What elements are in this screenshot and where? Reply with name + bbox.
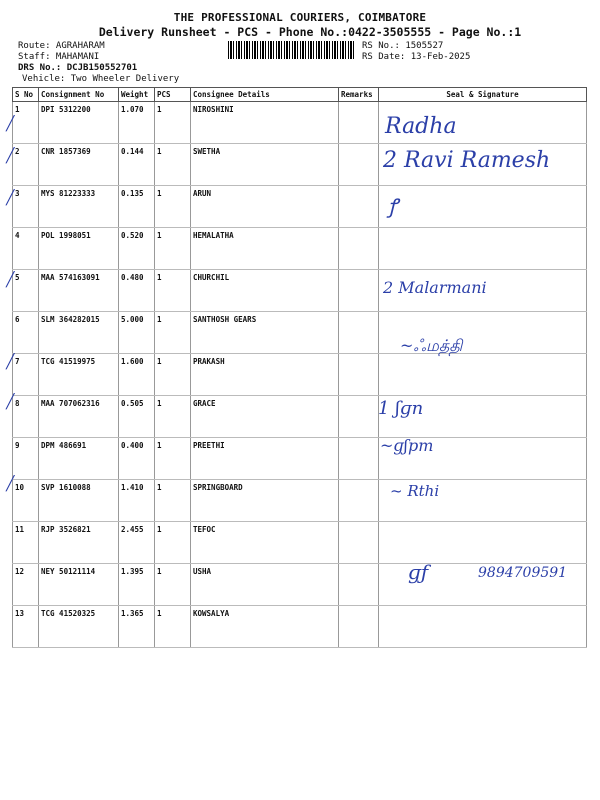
- row-signature: [379, 522, 587, 564]
- table-row: [13, 186, 587, 228]
- row-pcs: 1: [155, 480, 191, 522]
- row-consignment: SLM 364282015: [39, 312, 119, 354]
- row-sno: 4: [13, 228, 39, 270]
- row-consignment: NEY 50121114: [39, 564, 119, 606]
- table-row: [13, 312, 587, 354]
- row-signature: [379, 186, 587, 228]
- table-row: [13, 438, 587, 480]
- row-remarks: [339, 480, 379, 522]
- row-weight: 0.400: [119, 438, 155, 480]
- signature-row-3: ꝭ: [388, 194, 398, 218]
- row-consignee: USHA: [191, 564, 339, 606]
- row-consignment: CNR 1857369: [39, 144, 119, 186]
- table-row: [13, 396, 587, 438]
- row-consignee: NIROSHINI: [191, 102, 339, 144]
- table-row: [13, 522, 587, 564]
- col-signature: Seal & Signature: [379, 88, 587, 102]
- row-sno: 8: [13, 396, 39, 438]
- col-pcs: PCS: [155, 88, 191, 102]
- row-consignment: RJP 3526821: [39, 522, 119, 564]
- signature-row-5: 2 Malarmani: [383, 278, 487, 297]
- rs-number: RS No.: 1505527: [362, 41, 444, 51]
- table-row: [13, 606, 587, 648]
- signature-row-12: ɡƒ: [408, 560, 429, 584]
- row-weight: 0.505: [119, 396, 155, 438]
- row-pcs: 1: [155, 354, 191, 396]
- row-consignment: SVP 1610088: [39, 480, 119, 522]
- row-consignment: MAA 574163091: [39, 270, 119, 312]
- signature-row-9: ~ɡʃpm: [380, 436, 434, 455]
- table-row: [13, 228, 587, 270]
- row-pcs: 1: [155, 270, 191, 312]
- row-remarks: [339, 186, 379, 228]
- row-sno: 7: [13, 354, 39, 396]
- row-weight: 1.600: [119, 354, 155, 396]
- row-consignee: PREETHI: [191, 438, 339, 480]
- col-consignment: Consignment No: [39, 88, 119, 102]
- row-remarks: [339, 312, 379, 354]
- signature-row-2: 2 Ravi Ramesh: [383, 148, 551, 173]
- row-consignment: DPI 5312200: [39, 102, 119, 144]
- route-label: Route: AGRAHARAM: [18, 41, 105, 51]
- row-sno: 3: [13, 186, 39, 228]
- signature-row-12-phone: 9894709591: [478, 565, 568, 581]
- tick-mark-icon: ╱: [6, 394, 15, 410]
- table-row: [13, 480, 587, 522]
- table-header-row: [13, 88, 587, 102]
- signature-row-10: ~ Rthi: [390, 482, 440, 500]
- row-consignee: ARUN: [191, 186, 339, 228]
- row-signature: [379, 606, 587, 648]
- row-consignee: PRAKASH: [191, 354, 339, 396]
- row-sno: 10: [13, 480, 39, 522]
- row-remarks: [339, 228, 379, 270]
- table-row: [13, 270, 587, 312]
- row-consignee: KOWSALYA: [191, 606, 339, 648]
- col-sno: S No: [13, 88, 39, 102]
- tick-mark-icon: ╱: [6, 190, 15, 206]
- row-remarks: [339, 522, 379, 564]
- row-sno: 5: [13, 270, 39, 312]
- row-pcs: 1: [155, 438, 191, 480]
- table-row: [13, 102, 587, 144]
- row-pcs: 1: [155, 144, 191, 186]
- row-pcs: 1: [155, 228, 191, 270]
- vehicle-label: Vehicle: Two Wheeler Delivery: [22, 74, 180, 84]
- row-weight: 1.070: [119, 102, 155, 144]
- rs-date: RS Date: 13-Feb-2025: [362, 52, 471, 62]
- row-sno: 13: [13, 606, 39, 648]
- row-sno: 2: [13, 144, 39, 186]
- row-sno: 11: [13, 522, 39, 564]
- row-pcs: 1: [155, 522, 191, 564]
- row-weight: 5.000: [119, 312, 155, 354]
- staff-label: Staff: MAHAMANI: [18, 52, 100, 62]
- row-remarks: [339, 564, 379, 606]
- tick-mark-icon: ╱: [6, 116, 15, 132]
- tick-mark-icon: ╱: [6, 148, 15, 164]
- row-remarks: [339, 438, 379, 480]
- tick-mark-icon: ╱: [6, 354, 15, 370]
- table-row: [13, 354, 587, 396]
- signature-row-7: ~ஃமத்தி: [400, 336, 463, 355]
- row-pcs: 1: [155, 102, 191, 144]
- row-weight: 2.455: [119, 522, 155, 564]
- drs-number: DRS No.: DCJB150552701: [18, 63, 138, 73]
- row-consignment: POL 1998051: [39, 228, 119, 270]
- row-remarks: [339, 606, 379, 648]
- row-consignee: GRACE: [191, 396, 339, 438]
- row-sno: 9: [13, 438, 39, 480]
- row-consignment: MAA 707062316: [39, 396, 119, 438]
- row-remarks: [339, 144, 379, 186]
- row-weight: 0.135: [119, 186, 155, 228]
- row-weight: 1.365: [119, 606, 155, 648]
- row-pcs: 1: [155, 564, 191, 606]
- tick-mark-icon: ╱: [6, 272, 15, 288]
- col-remarks: Remarks: [339, 88, 379, 102]
- row-weight: 0.144: [119, 144, 155, 186]
- row-sno: 12: [13, 564, 39, 606]
- tick-mark-icon: ╱: [6, 476, 15, 492]
- row-remarks: [339, 102, 379, 144]
- row-consignee: TEFOC: [191, 522, 339, 564]
- barcode: [228, 41, 355, 59]
- col-weight: Weight: [119, 88, 155, 102]
- row-signature: [379, 354, 587, 396]
- signature-row-1: Radha: [385, 114, 457, 139]
- row-consignee: SWETHA: [191, 144, 339, 186]
- runsheet-title: Delivery Runsheet - PCS - Phone No.:0422-3505555 - Page No.:1: [98, 25, 522, 39]
- row-consignment: TCG 41520325: [39, 606, 119, 648]
- row-consignee: SANTHOSH GEARS: [191, 312, 339, 354]
- row-signature: [379, 228, 587, 270]
- company-title: THE PROFESSIONAL COURIERS, COIMBATORE: [173, 11, 427, 24]
- row-pcs: 1: [155, 606, 191, 648]
- signature-row-8: 1 ʃɡn: [378, 398, 424, 419]
- row-pcs: 1: [155, 396, 191, 438]
- row-remarks: [339, 396, 379, 438]
- row-consignee: CHURCHIL: [191, 270, 339, 312]
- row-consignment: TCG 41519975: [39, 354, 119, 396]
- row-weight: 0.480: [119, 270, 155, 312]
- row-weight: 0.520: [119, 228, 155, 270]
- row-consignee: SPRINGBOARD: [191, 480, 339, 522]
- row-sno: 6: [13, 312, 39, 354]
- row-remarks: [339, 270, 379, 312]
- row-consignee: HEMALATHA: [191, 228, 339, 270]
- row-consignment: MYS 81223333: [39, 186, 119, 228]
- row-pcs: 1: [155, 186, 191, 228]
- row-remarks: [339, 354, 379, 396]
- row-consignment: DPM 486691: [39, 438, 119, 480]
- col-consignee: Consignee Details: [191, 88, 339, 102]
- row-pcs: 1: [155, 312, 191, 354]
- row-sno: 1: [13, 102, 39, 144]
- row-weight: 1.395: [119, 564, 155, 606]
- row-weight: 1.410: [119, 480, 155, 522]
